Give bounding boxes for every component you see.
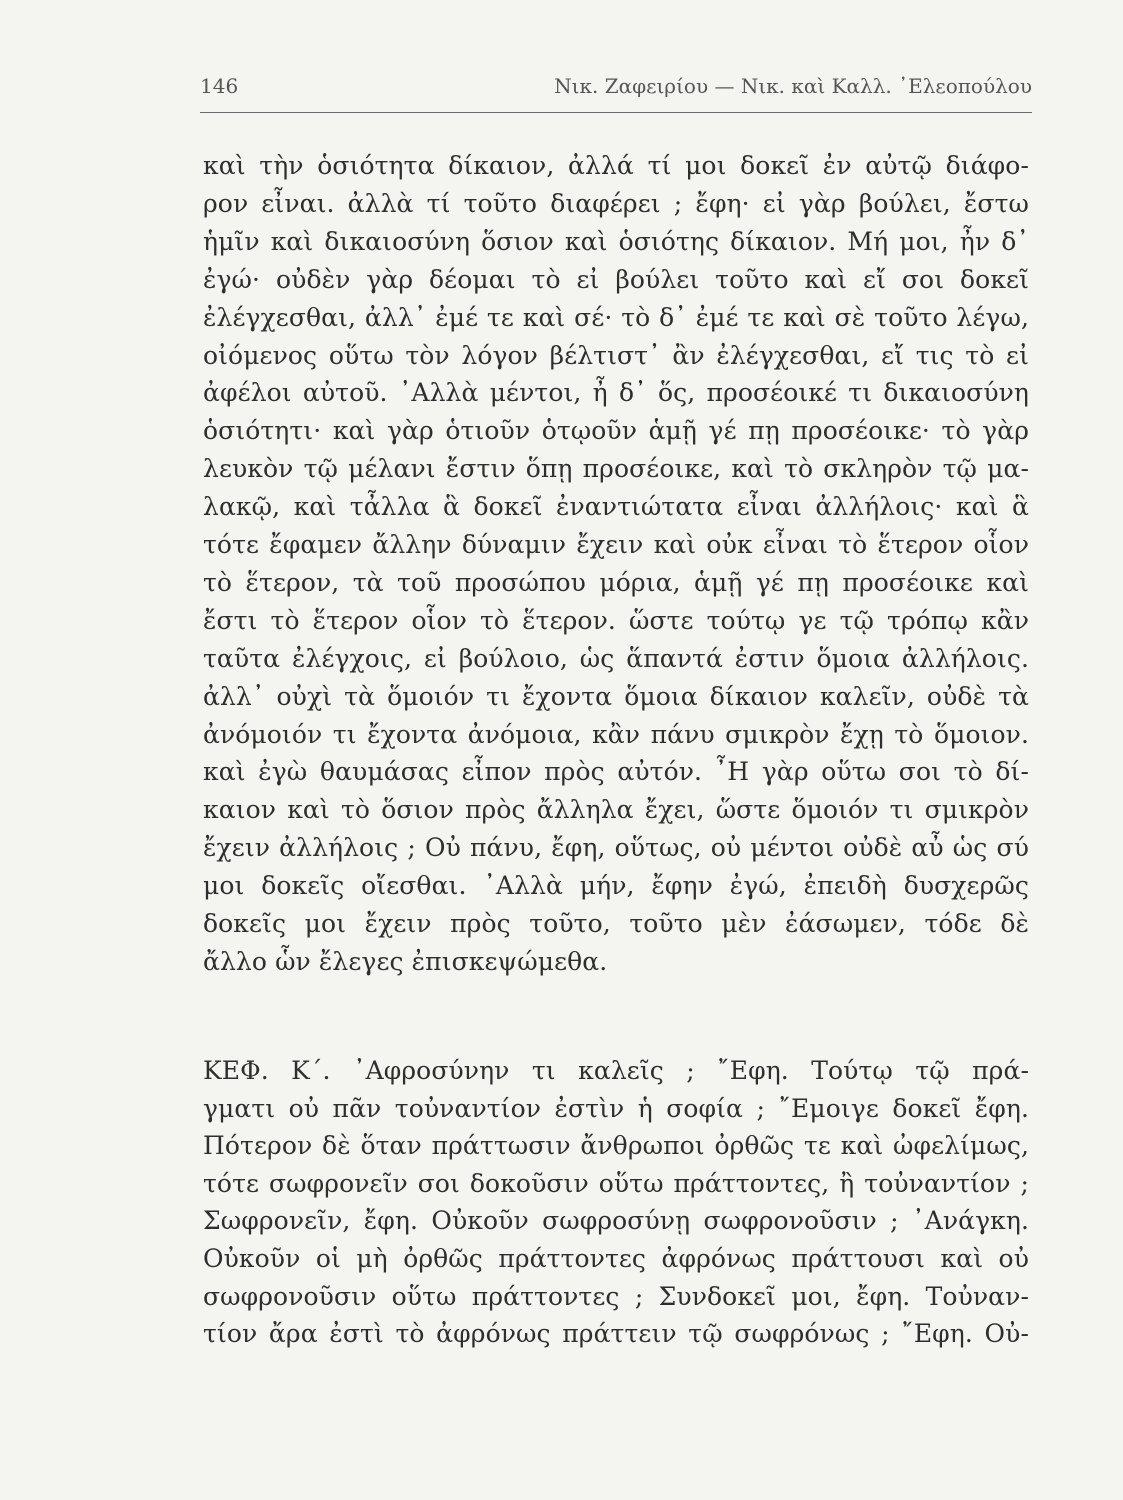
text-line: ἐγώ· οὐδὲν γὰρ δέομαι τὸ εἰ βούλει τοῦτο καὶ εἴ σοι δοκεῖ bbox=[203, 264, 1029, 294]
text-line: Σωφρονεῖν, ἔφη. Οὐκοῦν σωφροσύνῃ σωφρονοῦσιν ; ᾿Ανάγκη. bbox=[203, 1206, 1029, 1236]
text-line: ἄλλο ὧν ἔλεγες ἐπισκεψώμεθα. bbox=[203, 946, 608, 976]
text-line: ἀφέλοι αὐτοῦ. ᾿Αλλὰ μέντοι, ἦ δ᾽ ὅς, προσέοικέ τι δικαιοσύνη bbox=[203, 378, 1029, 408]
text-line: ἡμῖν καὶ δικαιοσύνη ὅσιον καὶ ὁσιότης δίκαιον. Μή μοι, ἦν δ᾽ bbox=[203, 226, 1029, 256]
text-line: ὁσιότητι· καὶ γὰρ ὁτιοῦν ὁτῳοῦν ἁμῇ γέ πῃ προσέοικε· τὸ γὰρ bbox=[203, 416, 1029, 446]
text-line: λακῷ, καὶ τἆλλα ἃ δοκεῖ ἐναντιώτατα εἶναι ἀλλήλοις· καὶ ἃ bbox=[203, 492, 1029, 522]
text-line: ἀλλ᾽ οὐχὶ τὰ ὅμοιόν τι ἔχοντα ὅμοια δίκαιον καλεῖν, οὐδὲ τὰ bbox=[203, 681, 1029, 711]
text-line: Πότερον δὲ ὅταν πράττωσιν ἄνθρωποι ὀρθῶς τε καὶ ὠφελίμως, bbox=[203, 1131, 1029, 1161]
text-line: ἔστι τὸ ἕτερον οἷον τὸ ἕτερον. ὥστε τούτῳ γε τῷ τρόπῳ κἂν bbox=[203, 605, 1029, 635]
text-line: τὸ ἕτερον, τὰ τοῦ προσώπου μόρια, ἁμῇ γέ πῃ προσέοικε καὶ bbox=[203, 567, 1029, 597]
text-line: δοκεῖς μοι ἔχειν πρὸς τοῦτο, τοῦτο μὲν ἐάσωμεν, τόδε δὲ bbox=[203, 909, 1029, 938]
text-line: καὶ ἐγὼ θαυμάσας εἶπον πρὸς αὐτόν. ῏Η γὰρ οὕτω σοι τὸ δί- bbox=[203, 757, 1029, 787]
text-line: τότε σωφρονεῖν σοι δοκοῦσιν οὕτω πράττοντες, ἢ τοὐναντίον ; bbox=[203, 1168, 1029, 1198]
text-line: ταῦτα ἐλέγχοις, εἰ βούλοιο, ὡς ἅπαντά ἐστιν ὅμοια ἀλλήλοις. bbox=[203, 643, 1029, 673]
text-line: σωφρονοῦσιν οὕτω πράττοντες ; Συνδοκεῖ μοι, ἔφη. Τοὐναν- bbox=[203, 1281, 1029, 1311]
text-line: ΚΕΦ. Κ΄. ᾿Αφροσύνην τι καλεῖς ; ῎Εφη. Τούτῳ τῷ πρά- bbox=[203, 1056, 1029, 1085]
running-title: Νικ. Ζαφειρίου — Νικ. καὶ Καλλ. ᾿Ελεοπούλου bbox=[554, 74, 1032, 98]
text-line: ἔχειν ἀλλήλοις ; Οὐ πάνυ, ἔφη, οὕτως, οὐ μέντοι οὐδὲ αὖ ὡς σύ bbox=[203, 833, 1029, 863]
text-line: τίον ἄρα ἐστὶ τὸ ἀφρόνως πράττειν τῷ σωφρόνως ; ῎Εφη. Οὐ- bbox=[203, 1319, 1029, 1349]
text-line: ἀνόμοιόν τι ἔχοντα ἀνόμοια, κἂν πάνυ σμικρὸν ἔχῃ τὸ ὅμοιον. bbox=[203, 719, 1029, 749]
text-line: μοι δοκεῖς οἴεσθαι. ᾿Αλλὰ μήν, ἔφην ἐγώ, ἐπειδὴ δυσχερῶς bbox=[203, 871, 1029, 901]
running-head bbox=[200, 74, 1032, 98]
text-line: καὶ τὴν ὁσιότητα δίκαιον, ἀλλά τί μοι δοκεῖ ἐν αὐτῷ διάφο- bbox=[203, 151, 1029, 180]
text-line: Οὐκοῦν οἱ μὴ ὀρθῶς πράττοντες ἀφρόνως πράττουσι καὶ οὐ bbox=[203, 1244, 1029, 1273]
text-line: οἰόμενος οὕτω τὸν λόγον βέλτιστ᾽ ἂν ἐλέγχεσθαι, εἴ τις τὸ εἰ bbox=[203, 340, 1029, 370]
text-line: γματι οὐ πᾶν τοὐναντίον ἐστὶν ἡ σοφία ; ῎Εμοιγε δοκεῖ ἔφη. bbox=[203, 1093, 1029, 1123]
header-rule bbox=[200, 112, 1032, 113]
text-line: λευκὸν τῷ μέλανι ἔστιν ὅπῃ προσέοικε, καὶ τὸ σκληρὸν τῷ μα- bbox=[203, 454, 1029, 484]
text-line: ἐλέγχεσθαι, ἀλλ᾽ ἐμέ τε καὶ σέ· τὸ δ᾽ ἐμέ τε καὶ σὲ τοῦτο λέγω, bbox=[203, 302, 1029, 332]
text-line: καιον καὶ τὸ ὅσιον πρὸς ἄλληλα ἔχει, ὥστε ὅμοιόν τι σμικρὸν bbox=[203, 795, 1029, 825]
text-line: τότε ἔφαμεν ἄλλην δύναμιν ἔχειν καὶ οὐκ εἶναι τὸ ἕτερον οἷον bbox=[203, 530, 1029, 559]
text-line: ρον εἶναι. ἀλλὰ τί τοῦτο διαφέρει ; ἔφη· εἰ γὰρ βούλει, ἔστω bbox=[203, 188, 1029, 218]
page-number: 146 bbox=[200, 74, 239, 98]
